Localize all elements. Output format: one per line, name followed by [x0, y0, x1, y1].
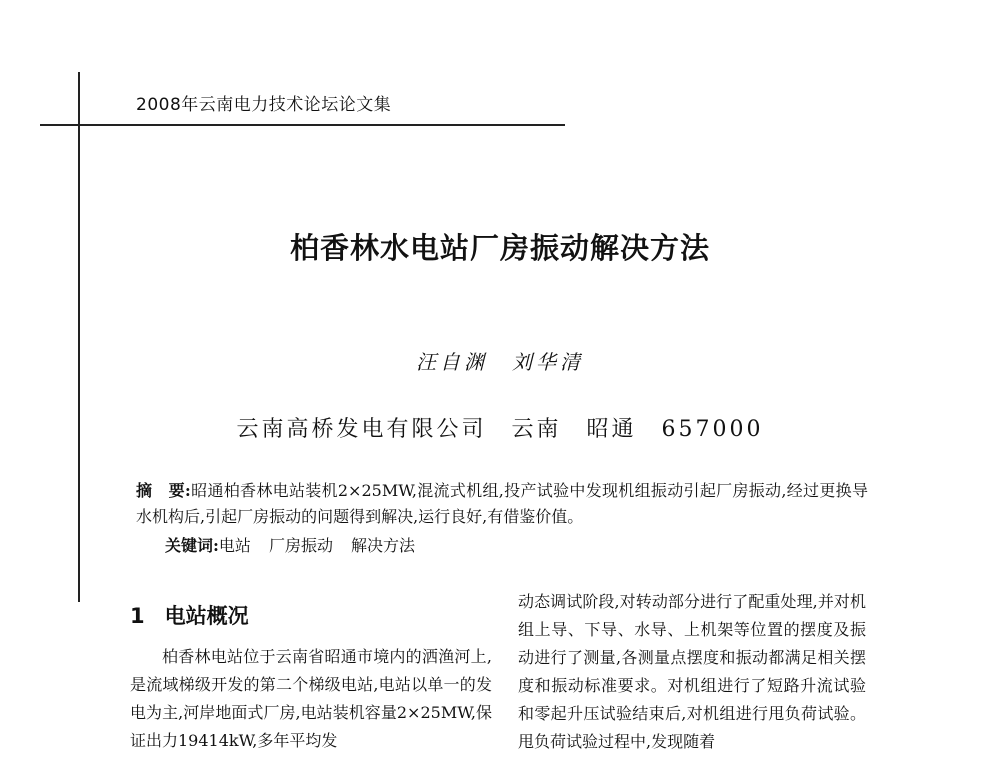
- header-horizontal-rule: [40, 124, 565, 126]
- affiliation: 云南高桥发电有限公司 云南 昭通 657000: [236, 417, 764, 442]
- section-heading: [130, 600, 249, 630]
- keyword-item: 电站: [218, 536, 251, 555]
- body-right-column: 动态调试阶段,对转动部分进行了配重处理,并对机组上导、下导、水导、上机架等位置的摆度及振动进行了测量,各测量点摆度和振动都满足相关摆度和振动标准要求。对机组进行了短路升流试验和零起升压试验结束后,对机组进行甩负荷试验。甩负荷试验过程中,发现随着: [518, 592, 866, 751]
- abstract-label: 摘 要:: [136, 481, 191, 500]
- abstract: [136, 478, 868, 530]
- abstract-text: 昭通柏香林电站装机2×25MW,混流式机组,投产试验中发现机组振动引起厂房振动,经过更换导水机构后,引起厂房振动的问题得到解决,运行良好,有借鉴价值。: [136, 481, 868, 526]
- keywords-label: 关键词:: [165, 536, 219, 555]
- running-header: 2008年云南电力技术论坛论文集: [136, 95, 392, 115]
- section-number: 1: [130, 604, 145, 628]
- keywords: [165, 533, 433, 556]
- body-left-column: 柏香林电站位于云南省昭通市境内的洒渔河上,是流域梯级开发的第二个梯级电站,电站以单一的发电为主,河岸地面式厂房,电站装机容量2×25MW,保证出力19414kW,多年平均发: [130, 647, 492, 750]
- keyword-item: 解决方法: [350, 536, 415, 555]
- keyword-item: 厂房振动: [268, 536, 333, 555]
- section-title: 电站概况: [164, 604, 249, 628]
- authors: 汪自渊 刘华清: [416, 350, 584, 374]
- margin-vertical-rule: [78, 72, 80, 602]
- paper-title: 柏香林水电站厂房振动解决方法: [289, 231, 710, 265]
